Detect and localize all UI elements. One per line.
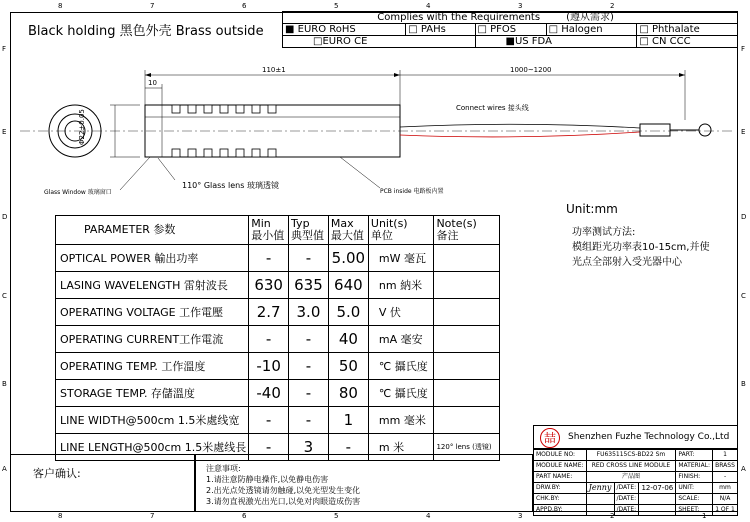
frame-tick-left: A [2,465,7,473]
spec-row [56,326,500,353]
requirements-header-cn: (遵从需求) [546,12,737,24]
spec-param: LINE LENGTH@500cm 1.5米處线長 [56,434,249,461]
tb-date: 12-07-06 [639,483,676,494]
frame-tick-left: F [2,45,7,53]
spec-row [56,407,500,434]
customer-confirm-label: 客户确认: [33,467,81,480]
frame-tick-bottom: 3 [518,512,523,520]
frame-tick-left: C [2,292,7,300]
header-typ-en: Typ [291,217,310,230]
notes-box [195,454,533,512]
spec-max: 1 [328,407,368,434]
frame-tick-top: 6 [242,2,247,10]
req-euro-ce: □EURO CE [283,36,476,48]
frame-tick-top: 8 [58,2,63,10]
tb-label: UNIT: [676,483,713,494]
tb-label: /DATE: [614,505,639,516]
header-note-cn: 备注 [436,229,459,242]
req-phthalate: □ Phthalate [637,24,738,36]
spec-row [56,353,500,380]
spec-unit: ℃ 攝氏度 [368,353,434,380]
requirements-header: Complies with the Requirements [283,12,547,24]
tb-value [639,505,676,516]
tb-label: /DATE: [614,483,639,494]
spec-typ: - [289,380,329,407]
tb-label: /DATE: [614,494,639,505]
header-note [434,216,500,245]
page-title: Black holding 黑色外壳 Brass outside [28,24,264,39]
spec-min: -10 [249,353,289,380]
body-slot [204,105,212,113]
spec-note [434,299,500,326]
spec-param: OPERATING CURRENT工作電流 [56,326,249,353]
frame-tick-right: B [741,380,746,388]
tb-value: RED CROSS LINE MODULE [586,461,676,472]
frame-tick-top: 4 [426,2,431,10]
frame-tick-right: A [741,465,746,473]
glass-window-label: Glass Window 玻璃窗口 [44,189,112,196]
tb-label: PART NAME: [534,472,587,483]
spec-min: - [249,407,289,434]
req-pfos: □ PFOS [475,24,546,36]
company-block [533,425,738,449]
spec-note [434,245,500,272]
tb-value [639,494,676,505]
frame-tick-left: B [2,380,7,388]
spec-typ: - [289,326,329,353]
tb-value [586,505,614,516]
req-pahs: □ PAHs [406,24,475,36]
tb-value: BRASS [713,461,738,472]
header-note-en: Note(s) [436,217,477,230]
spec-min: -40 [249,380,289,407]
note-item: 3.请勿直视激光出光口,以免对肉眼造成伤害 [206,497,361,506]
dim-wire-label: 1000~1200 [510,66,552,74]
test-method [572,225,709,270]
tb-label: MODULE NAME: [534,461,587,472]
tb-label: FINISH: [676,472,713,483]
spec-max: - [328,434,368,461]
header-unit-cn: 单位 [370,229,393,242]
title-block [533,449,738,516]
tb-value: - [713,472,738,483]
frame-tick-left: D [2,213,8,221]
company-name: Shenzhen Fuzhe Technology Co.,Ltd [568,432,730,442]
spec-max: 640 [328,272,368,299]
header-typ [289,216,329,245]
body-slot [204,149,212,157]
spec-unit: ℃ 攝氏度 [368,380,434,407]
frame-tick-right: C [741,292,746,300]
spec-typ: - [289,245,329,272]
tb-value: mm [713,483,738,494]
dim-10-label: 10 [148,79,157,87]
spec-max: 5.0 [328,299,368,326]
tb-label: MODULE NO: [534,450,587,461]
header-max-cn: 最大值 [330,229,364,242]
connect-wires-label: Connect wires 接头线 [456,104,529,112]
frame-tick-bottom: 4 [426,512,431,520]
spec-param: OPERATING VOLTAGE 工作電壓 [56,299,249,326]
tb-value [586,494,614,505]
body-slot [268,105,276,113]
spec-note [434,353,500,380]
spec-min: - [249,434,289,461]
body-slot [220,149,228,157]
body-slot [252,149,260,157]
pcb-label: PCB inside 电路板内置 [380,188,444,195]
header-min [249,216,289,245]
frame-tick-bottom: 6 [242,512,247,520]
dim-length-label: 110±1 [262,66,286,74]
tb-value: 产品图 [586,472,676,483]
body-slot [188,105,196,113]
spec-unit: mW 毫瓦 [368,245,434,272]
frame-tick-bottom: 8 [58,512,63,520]
tb-value: N/A [713,494,738,505]
spec-min: 2.7 [249,299,289,326]
spec-row [56,272,500,299]
spec-note: 120° lens (透镜) [434,434,500,461]
dim-diameter-label: Φ22±0.05 [78,109,86,145]
spec-note [434,272,500,299]
spec-param: LINE WIDTH@500cm 1.5米處线宽 [56,407,249,434]
note-item: 2.出光点处透镜请勿触碰,以免光型发生变化 [206,486,361,495]
tb-label: MATERIAL: [676,461,713,472]
body-slot [236,149,244,157]
spec-typ: 3 [289,434,329,461]
frame-tick-top: 5 [334,2,339,10]
frame-tick-bottom: 5 [334,512,339,520]
customer-confirm-box [10,454,195,512]
header-max-en: Max [330,217,354,230]
spec-min: - [249,245,289,272]
spec-typ: 3.0 [289,299,329,326]
tb-label: PART: [676,450,713,461]
spec-min: - [249,326,289,353]
frame-tick-top: 7 [150,2,155,10]
body-slot [172,105,180,113]
header-unit [368,216,434,245]
spec-param: OPERATING TEMP. 工作溫度 [56,353,249,380]
frame-tick-left: E [2,128,7,136]
body-slot [268,149,276,157]
frame-tick-bottom: 7 [150,512,155,520]
spec-max: 50 [328,353,368,380]
body-slot [220,105,228,113]
spec-row [56,245,500,272]
spec-unit: m 米 [368,434,434,461]
req-halogen: □ Halogen [546,24,637,36]
header-unit-en: Unit(s) [370,217,408,230]
spec-row [56,380,500,407]
tb-label: DRW.BY: [534,483,587,494]
test-method-line-2: 光点全部射入受光器中心 [572,257,682,268]
tb-label: SCALE: [676,494,713,505]
frame-tick-top: 3 [518,2,523,10]
spec-param: LASING WAVELENGTH 雷射波長 [56,272,249,299]
body-slot [172,149,180,157]
spec-param: OPTICAL POWER 輸出功率 [56,245,249,272]
spec-max: 40 [328,326,368,353]
tb-value: FU635115CS-BD22 Sm [586,450,676,461]
unit-label: Unit:mm [566,202,618,216]
frame-tick-bottom: 1 [702,512,707,520]
header-typ-cn: 典型值 [291,229,325,242]
spec-typ: - [289,407,329,434]
note-item: 1.请注意防静电操作,以免静电伤害 [206,475,329,484]
test-method-title: 功率测试方法: [572,227,636,238]
spec-max: 5.00 [328,245,368,272]
tb-label: APPD.BY: [534,505,587,516]
frame-tick-right: D [741,213,747,221]
spec-typ: - [289,353,329,380]
header-min-cn: 最小值 [251,229,285,242]
body-slot [188,149,196,157]
req-us-fda: ■US FDA [475,36,637,48]
spec-note [434,407,500,434]
spec-note [434,380,500,407]
frame-tick-bottom: 2 [610,512,615,520]
spec-unit: nm 納米 [368,272,434,299]
body-slot [236,105,244,113]
spec-param: STORAGE TEMP. 存儲溫度 [56,380,249,407]
spec-max: 80 [328,380,368,407]
header-min-en: Min [251,217,271,230]
notes-title: 注意事项: [206,464,241,473]
frame-tick-top: 2 [610,2,615,10]
tb-label: SHEET: [676,505,713,516]
req-cn-ccc: □ CN CCC [637,36,738,48]
header-max [328,216,368,245]
spec-row [56,299,500,326]
tb-value: 1 OF 1 [713,505,738,516]
header-param: PARAMETER 参数 [56,216,249,245]
tb-label: CHK.BY: [534,494,587,505]
frame-tick-right: E [741,128,746,136]
company-logo: 喆 [540,428,560,448]
spec-typ: 635 [289,272,329,299]
req-euro-rohs: ■ EURO RoHS [283,24,406,36]
spec-unit: mm 毫米 [368,407,434,434]
test-method-line-1: 模组距光功率表10-15cm,并使 [572,242,710,253]
spec-min: 630 [249,272,289,299]
spec-unit: mA 毫安 [368,326,434,353]
tb-value: 1 [713,450,738,461]
spec-unit: V 伏 [368,299,434,326]
frame-tick-right: F [741,45,746,53]
spec-note [434,326,500,353]
tb-drawn-by: Jenny [586,483,614,494]
body-slot [252,105,260,113]
spec-table [55,215,500,461]
glass-lens-label: 110° Glass lens 玻璃透镜 [182,181,279,190]
